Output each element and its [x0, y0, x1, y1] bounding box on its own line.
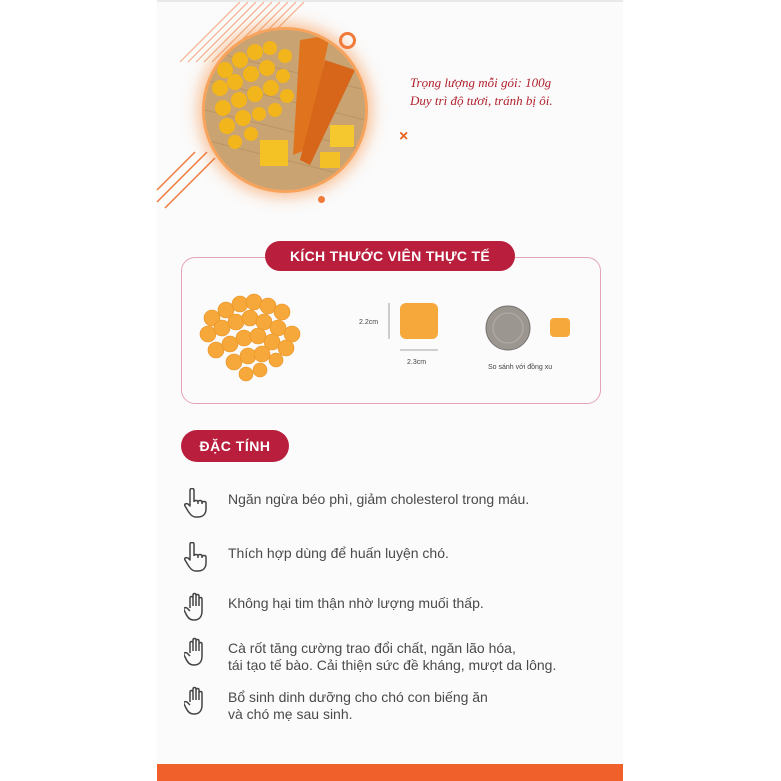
pointing-hand-icon	[184, 542, 210, 572]
height-label: 2.2cm	[359, 319, 379, 326]
feature-text: Cà rốt tăng cường trao đổi chất, ngăn lão hóa,	[228, 640, 516, 656]
width-label: 2.3cm	[407, 359, 427, 366]
features-title: ĐẶC TÍNH	[181, 430, 289, 462]
feature-text: Không hại tim thận nhờ lượng muối thấp.	[228, 595, 484, 611]
size-illustrations	[182, 258, 600, 403]
pointing-hand-icon	[184, 488, 210, 518]
feature-item	[184, 542, 608, 572]
feature-text: Ngăn ngừa béo phì, giảm cholesterol trong máu.	[228, 491, 530, 507]
feature-text: Bổ sinh dinh dưỡng cho chó con biếng ăn	[228, 689, 488, 705]
size-section-title: KÍCH THƯỚC VIÊN THỰC TẾ	[265, 241, 515, 271]
tagline-freshness: Duy trì độ tươi, tránh bị ôi.	[410, 93, 553, 108]
tagline-weight: Trọng lượng mỗi gói: 100g	[410, 75, 552, 90]
feature-text: tái tạo tế bào. Cải thiện sức đề kháng, mượt da lông.	[228, 657, 557, 673]
decorative-lines	[155, 150, 225, 220]
coin-caption: So sánh với đồng xu	[488, 364, 553, 371]
open-hand-icon	[184, 637, 210, 667]
decorative-dot	[318, 196, 325, 203]
decorative-cross-icon: ×	[399, 128, 409, 145]
treats-carrot-illustration	[205, 30, 365, 190]
feature-item	[184, 686, 608, 723]
open-hand-icon	[184, 686, 210, 716]
decorative-ring	[339, 32, 356, 49]
feature-item	[184, 592, 608, 622]
feature-text: và chó mẹ sau sinh.	[228, 706, 353, 722]
bottom-accent-bar	[157, 764, 623, 781]
package-tagline	[410, 74, 620, 110]
open-hand-icon	[184, 592, 210, 622]
feature-item	[184, 488, 608, 518]
product-photo	[205, 30, 365, 190]
feature-text: Thích hợp dùng để huấn luyện chó.	[228, 545, 449, 561]
size-box	[181, 257, 601, 404]
feature-item	[184, 637, 608, 674]
